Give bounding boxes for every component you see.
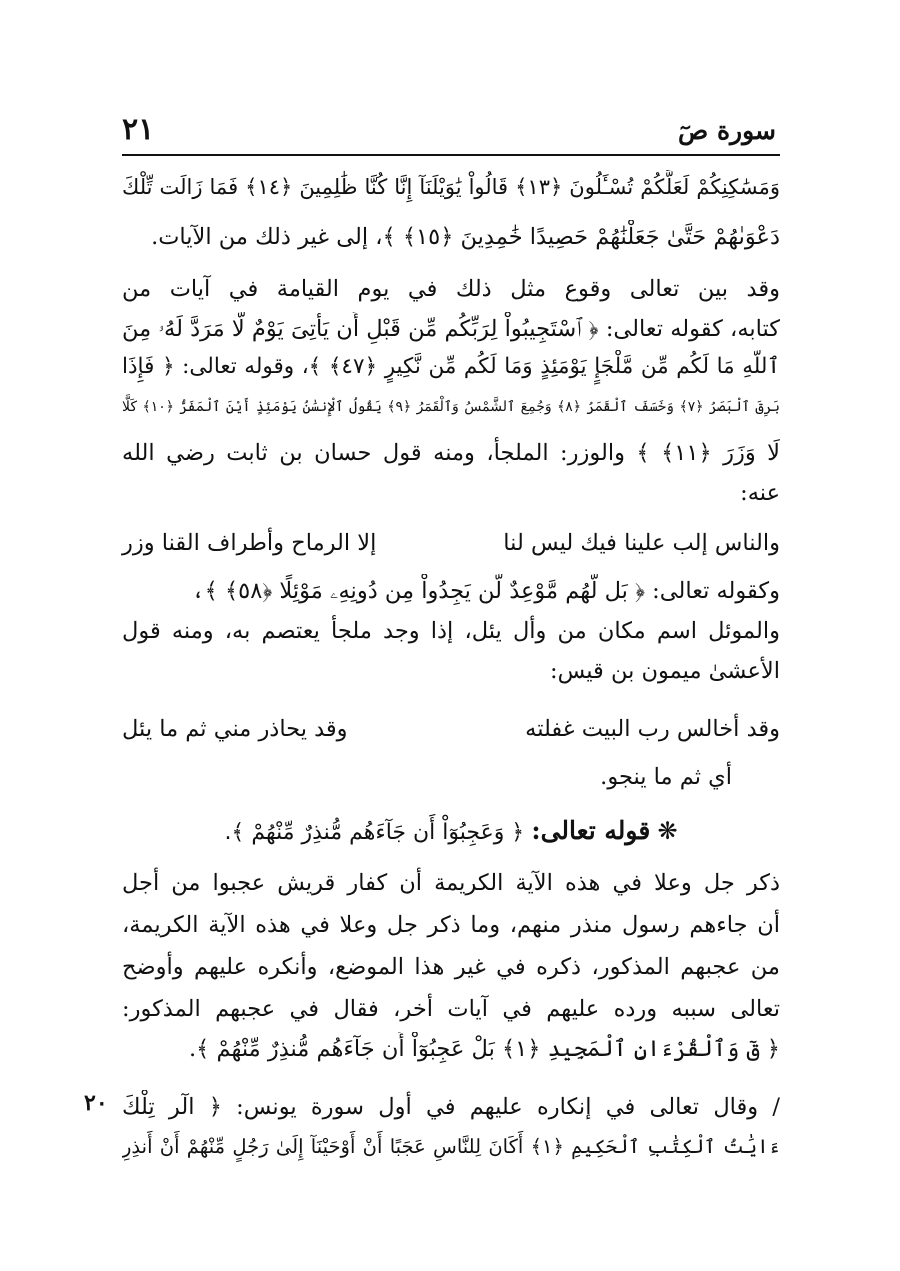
text-line: وقد بين تعالى وقوع مثل ذلك في يوم القيامة في آيات من (122, 276, 780, 302)
text-line: بَرِقَ ٱلْبَصَرُ ﴿٧﴾ وَخَسَفَ ٱلْقَمَرُ ﴿٨﴾ وَجُمِعَ ٱلشَّمْسُ وَٱلْقَمَرُ ﴿٩﴾ يَقُولُ ٱلْإِنسَٰنُ يَوْمَئِذٍ أَيْنَ ٱلْمَفَرُّ ﴿١٠﴾ كَلَّا (122, 399, 780, 415)
text-line: وَمَسَٰكِنِكُمْ لَعَلَّكُمْ تُسْـَٔلُونَ ﴿١٣﴾ قَالُواْ يَٰوَيْلَنَآ إِنَّا كُنَّا ظَٰلِمِينَ ﴿١٤﴾ فَمَا زَالَت تِّلْكَ (122, 175, 780, 199)
text-line: ذكر جل وعلا في هذه الآية الكريمة أن كفار قريش عجبوا من أجل (122, 870, 780, 896)
text-line: ﴿ قٓ وَٱلْقُرْءَانِ ٱلْمَجِيدِ ﴿١﴾ بَلْ عَجِبُوٓاْ أَن جَآءَهُم مُّنذِرٌ مِّنْهُمْ ﴾. (189, 1036, 780, 1062)
header-rule (122, 154, 780, 156)
verse-first-hemistich: وقد أخالس رب البيت غفلته (525, 716, 780, 742)
text-line: أي ثم ما ينجو. (600, 764, 732, 790)
text-line: من عجبهم المذكور، ذكره في غير هذا الموضع، وأنكره عليهم وأوضح (122, 954, 780, 980)
margin-page-number: ٢٠ (84, 1090, 108, 1116)
poetry-verse (122, 712, 780, 750)
text-line: أن جاءهم رسول منذر منهم، وما ذكر جل وعلا في هذه الآية الكريمة، (122, 912, 780, 938)
text-line: ٱللَّهِ مَا لَكُم مِّن مَّلْجَإٍ يَوْمَئِذٍ وَمَا لَكُم مِّن نَّكِيرٍ ﴿٤٧﴾ ﴾، وقوله تعالى: ﴿ فَإِذَا (122, 354, 780, 379)
heading-label: قوله تعالى: (531, 816, 651, 845)
text-line: ءَايَٰتُ ٱلْكِتَٰبِ ٱلْحَكِيمِ ﴿١﴾ أَكَانَ لِلنَّاسِ عَجَبًا أَنْ أَوْحَيْنَآ إِلَىٰ رَجُلٍ مِّنْهُمْ أَنْ أَنذِرِ (122, 1135, 780, 1158)
star-icon: ❋ (657, 817, 678, 845)
text-line: لَا وَزَرَ ﴿١١﴾ ﴾ والوزر: الملجأ، ومنه قول حسان بن ثابت رضي الله (122, 440, 780, 466)
text-line: الأعشىٰ ميمون بن قيس: (550, 658, 780, 684)
page-number: ٢١ (122, 112, 155, 147)
text-line: كتابه، كقوله تعالى: ﴿ ٱسْتَجِيبُواْ لِرَبِّكُم مِّن قَبْلِ أَن يَأْتِىَ يَوْمٌ لَّا مَرَدَّ لَهُۥ مِنَ (122, 316, 780, 342)
text-line: وكقوله تعالى: ﴿ بَل لَّهُم مَّوْعِدٌ لَّن يَجِدُواْ مِن دُونِهِۦ مَوْئِلًا ﴿٥٨﴾ ﴾، (191, 578, 780, 604)
text-line: / وقال تعالى في إنكاره عليهم في أول سورة يونس: ﴿ الٓر تِلْكَ (122, 1094, 780, 1120)
heading-quran-quote: ﴿ وَعَجِبُوٓاْ أَن جَآءَهُم مُّنذِرٌ مِّنْهُمْ ﴾. (224, 820, 525, 845)
poetry-verse (122, 526, 780, 564)
page-header (122, 112, 776, 156)
text-line: والموئل اسم مكان من وأل يئل، إذا وجد ملجأ يعتصم به، ومنه قول (122, 618, 780, 644)
verse-second-hemistich: وقد يحاذر مني ثم ما يئل (122, 716, 348, 742)
surah-title: سورة صٓ (678, 116, 776, 145)
verse-second-hemistich: إلا الرماح وأطراف القنا وزر (122, 530, 377, 556)
section-heading (122, 814, 780, 852)
verse-first-hemistich: والناس إلب علينا فيك ليس لنا (503, 530, 780, 556)
text-line: دَعْوَىٰهُمْ حَتَّىٰ جَعَلْنَٰهُمْ حَصِيدًا خَٰمِدِينَ ﴿١٥﴾ ﴾، إلى غير ذلك من الآيات. (151, 224, 780, 250)
text-line: عنه: (740, 480, 780, 506)
text-line: تعالى سببه ورده عليهم في آيات أخر، فقال في عجبهم المذكور: (122, 996, 780, 1022)
